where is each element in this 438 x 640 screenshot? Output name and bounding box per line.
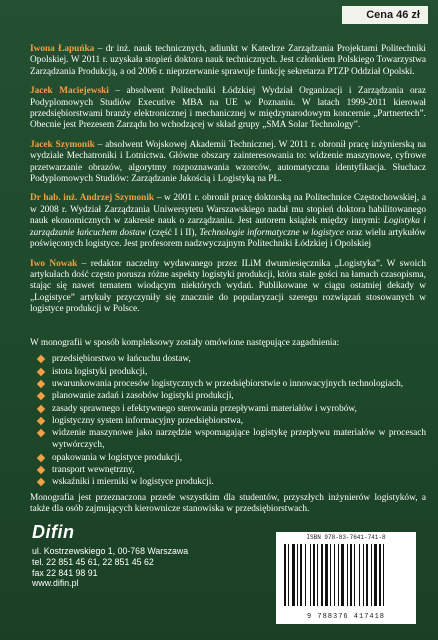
list-item: przedsiębiorstwo w łańcuchu dostaw,	[38, 353, 426, 365]
publisher-phone: tel. 22 851 45 61, 22 851 45 62	[32, 556, 154, 567]
author-text: oraz wielu artykułów poświęconych logistyce. Jest profesorem nadzwyczajnym Politechniki Łódzkiej i Opolskiej	[30, 227, 426, 250]
barcode-bars-icon	[284, 544, 408, 606]
list-item: logistyczny system informacyjny przedsiębiorstwa,	[38, 415, 426, 427]
monograph-section	[30, 338, 426, 515]
author-bio-nowak	[30, 259, 426, 316]
list-item: planowanie zadań i zasobów logistyki produkcji,	[38, 390, 426, 402]
author-name: Iwo Nowak	[30, 258, 78, 269]
list-item: uwarunkowania procesów logistycznych w przedsiębiorstwie o innowacyjnych technologiach,	[38, 378, 426, 390]
diamond-bullet-icon	[37, 355, 45, 363]
author-bio-lapunka	[30, 44, 426, 78]
author-text: – dr inż. nauk technicznych, adiunkt w Katedrze Zarządzania Projektami Politechniki Opolskiej. W 2011 r. uzyskała stopień doktora nauk technicznych. Jest członkiem Polskiego Towarzystwa Zarządzania Produkcją, a od 2006 r. nieprzerwanie sprawuje funkcję sekretarza PTZP Oddział Opolski.	[30, 44, 426, 77]
author-text: (część I i II),	[146, 227, 200, 238]
diamond-bullet-icon	[37, 454, 45, 462]
publisher-logo: Difin	[32, 522, 75, 542]
diamond-bullet-icon	[37, 429, 45, 437]
monograph-intro: W monografii w sposób kompleksowy zostały omówione następujące zagadnienia:	[30, 338, 340, 348]
publisher-info	[32, 522, 262, 589]
publisher-address: ul. Kostrzewskiego 1, 00-768 Warszawa	[32, 546, 189, 556]
diamond-bullet-icon	[37, 380, 45, 388]
author-name: Jacek Maciejewski	[30, 86, 109, 97]
diamond-bullet-icon	[37, 466, 45, 474]
barcode	[276, 532, 416, 624]
list-item: transport wewnętrzny,	[38, 464, 426, 476]
author-name: Jacek Szymonik	[30, 139, 95, 150]
author-name: Iwona Łapuńka	[30, 44, 95, 54]
diamond-bullet-icon	[37, 392, 45, 400]
publisher-fax: fax 22 841 98 91	[32, 567, 98, 578]
author-text: – absolwent Politechniki Łódzkiej Wydział Organizacji i Zarządzania oraz Podyplomowych Studiów Executive MBA na UE w Poznaniu. W latach 1999-2011 kierował przedsiębiorstwami branży elektronicznej i mechanicznej w międzynarodowym koncernie „Partnertech”. Obecnie jest Prezesem Zarządu bo wchodzącej w skład grupy „SMA Solar Technology”.	[30, 86, 426, 131]
author-text: – w 2001 r. obronił pracę doktorską na Politechnice Częstochowskiej, a w 2008 r. Wydział Zarządzania Uniwersytetu Warszawskiego nadał mu stopień doktora habilitowanego nauk ekonomicznych w zakresie nauk o zarządzaniu. Jest autorem książek między innymi:	[30, 193, 426, 227]
monograph-outro: Monografia jest przeznaczona przede wszystkim dla studentów, przyszłych inżynierów logistyków, a także dla osób zajmujących kierownicze stanowiska w przedsiębiorstwach.	[30, 492, 426, 515]
author-bio-jacek-szymonik	[30, 140, 426, 186]
diamond-bullet-icon	[37, 417, 45, 425]
author-bio-maciejewski	[30, 86, 426, 132]
diamond-bullet-icon	[37, 404, 45, 412]
book-title: Technologie informatyczne w logistyce	[199, 227, 345, 238]
list-item: widzenie maszynowe jako narzędzie wspomagające logistykę przepływu materiałów w procesach wytwórczych,	[38, 427, 426, 452]
topics-list	[38, 353, 426, 488]
list-item: zasady sprawnego i efektywnego sterowania przepływami materiałów i wyrobów,	[38, 403, 426, 415]
author-name: Dr hab. inż. Andrzej Szymonik	[30, 193, 155, 204]
list-item: wskaźniki i mierniki w logistyce produkcji.	[38, 476, 426, 488]
book-title: Logistyka i zarządzanie łańcuchem dostaw	[30, 216, 426, 238]
list-item: istota logistyki produkcji,	[38, 366, 426, 378]
author-bio-andrzej-szymonik	[30, 193, 426, 250]
isbn-text: ISBN 978-83-7641-741-8	[306, 534, 386, 541]
publisher-website[interactable]: www.difin.pl	[32, 578, 79, 589]
author-text: – absolwent Wojskowej Akademii Technicznej. W 2011 r. obronił pracę inżynierską na wydziale Mechatroniki i Lotnictwa. Główne obszary zainteresowania to: widzenie maszynowe, cyfrowe przetwarzanie obrazów, algorytmy rozpoznawania wzorców, automatyczna identyfikacja. Słuchacz Podyplomowych Studiów: Zarządzanie Jakością i Logistyką na PŁ.	[30, 139, 426, 185]
authors-section	[30, 44, 426, 324]
diamond-bullet-icon	[37, 367, 45, 375]
list-item: opakowania w logistyce produkcji,	[38, 452, 426, 464]
author-text: – redaktor naczelny wydawanego przez ILiM dwumiesięcznika „Logistyka”. W swoich artykułach dość często porusza różne aspekty logistyki produkcji, która stale gości na łamach czasopisma, stając się nawet tematem wiodącym niektórych wydań. Publikowane w ciągu ostatniej dekady w „Logistyce” artykuły przyczyniły się znacznie do popularyzacji szeregu rozwiązań stosowanych w logistyce produkcji w Polsce.	[30, 258, 426, 315]
price-tag: Cena 46 zł	[342, 6, 428, 24]
diamond-bullet-icon	[37, 478, 45, 486]
barcode-digits: 9 788376 417418	[306, 613, 385, 621]
